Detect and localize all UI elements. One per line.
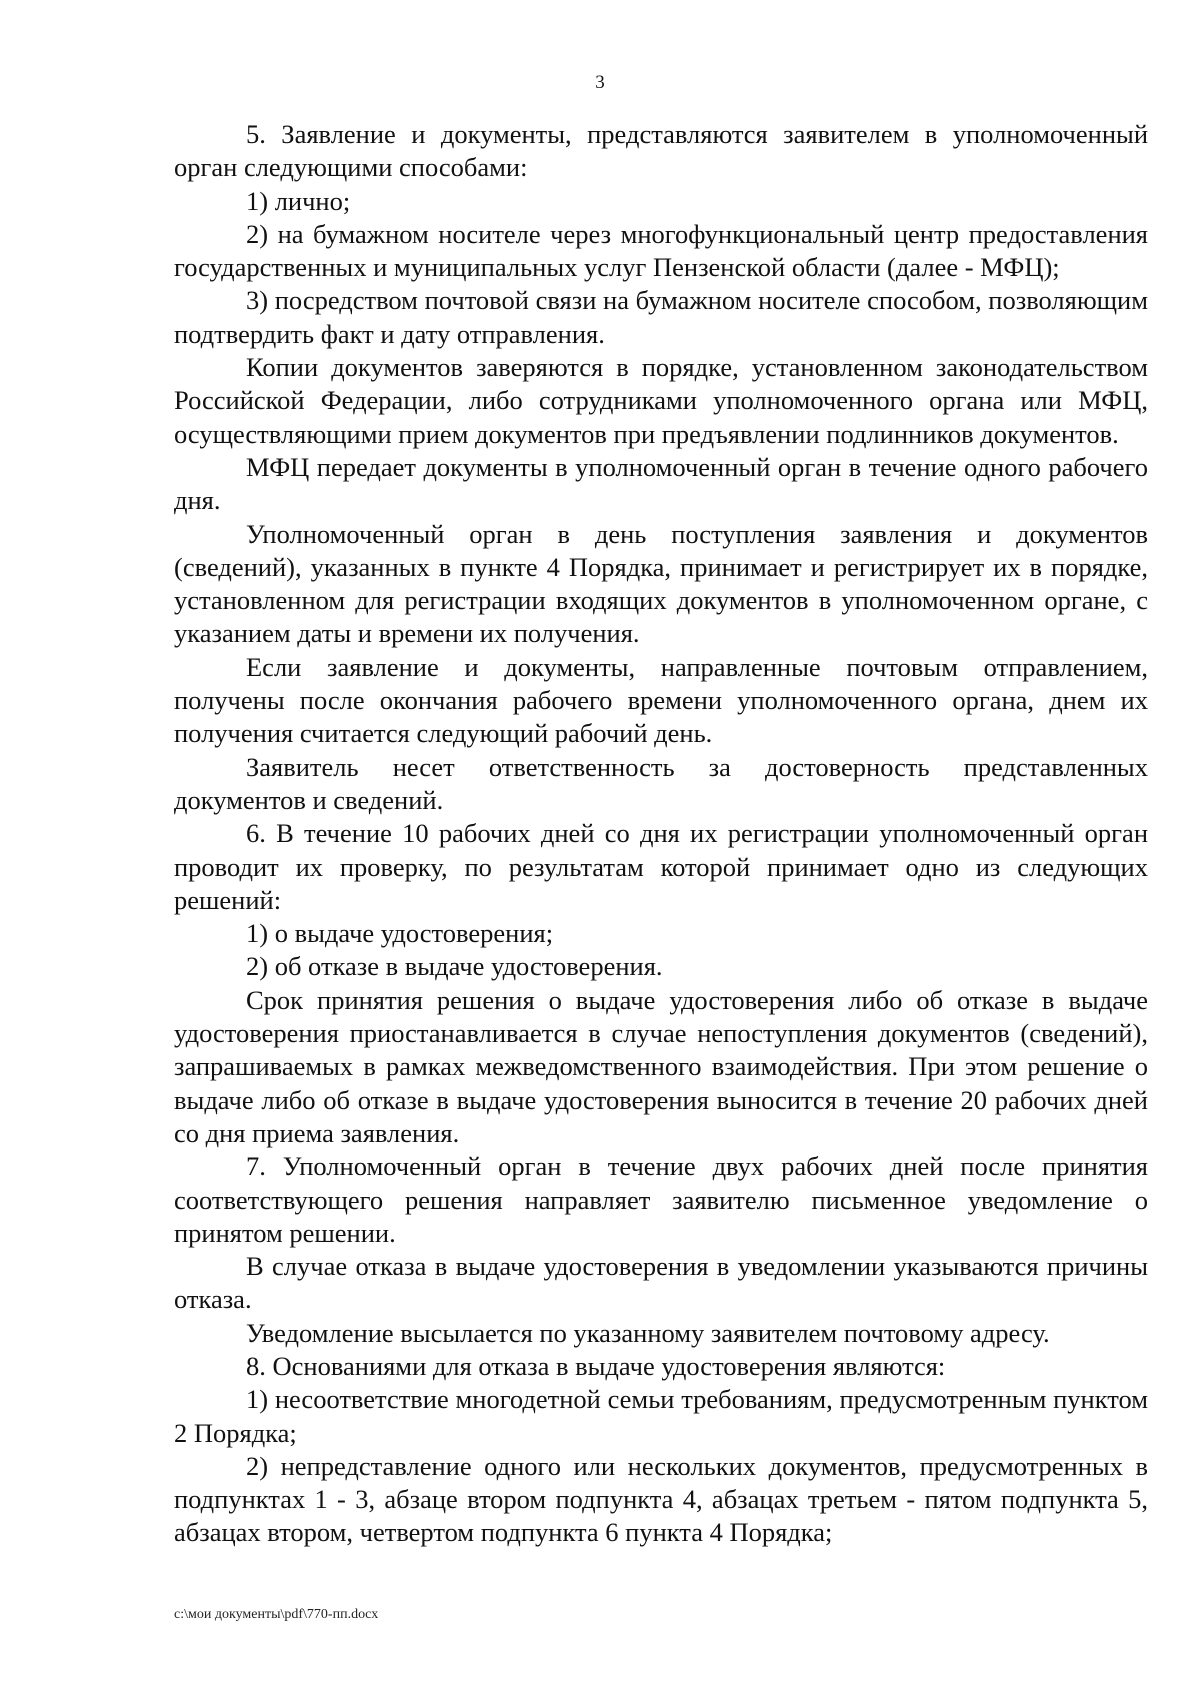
paragraph-registration: Уполномоченный орган в день поступления заявления и документов (сведений), указанных в пункте 4 Порядка, принимает и регистрирует их в порядке, установленном для регистрации входящих документов в уполномоченном органе, с указанием даты и времени их получения. [174,518,1148,649]
paragraph-item-7: 7. Уполномоченный орган в течение двух рабочих дней после принятия соответствующего решения направляет заявителю письменное уведомление о принятом решении. [174,1151,1148,1248]
paragraph-copies: Копии документов заверяются в порядке, установленном законодательством Российской Федерации, либо сотрудниками уполномоченного органа или МФЦ, осуществляющими прием документов при предъявлении подлинников документов. [174,352,1148,449]
paragraph-subitem-5-2: 2) на бумажном носителе через многофункциональный центр предоставления государственных и муниципальных услуг Пензенской области (далее - МФЦ); [174,218,1148,283]
paragraph-item-8: 8. Основаниями для отказа в выдаче удостоверения являются: [246,1350,946,1381]
paragraph-decision-term: Срок принятия решения о выдаче удостоверения либо об отказе в выдаче удостоверения приостанавливается в случае непоступления документов (сведений), запрашиваемых в рамках межведомственного взаимодействия. При этом решение о выдаче либо об отказе в выдаче удостоверения выносится в течение 20 рабочих дней со дня приема заявления. [174,984,1148,1148]
paragraph-item-5: 5. Заявление и документы, представляются заявителем в уполномоченный орган следующими способами: [174,119,1148,183]
paragraph-subitem-8-2: 2) непредставление одного или нескольких документов, предусмотренных в подпунктах 1 - 3, абзаце втором подпункта 4, абзацах третьем - пятом подпункта 5, абзацах втором, четвертом подпункта 6 пункта 4 Порядка; [174,1450,1148,1548]
paragraph-postal-receipt: Если заявление и документы, направленные почтовым отправлением, получены после окончания рабочего времени уполномоченного органа, днем их получения считается следующий рабочий день. [174,651,1148,749]
paragraph-responsibility: Заявитель несет ответственность за достоверность представленных документов и сведений. [174,751,1148,815]
paragraph-mfc-transfer: МФЦ передает документы в уполномоченный орган в течение одного рабочего дня. [174,451,1148,516]
paragraph-subitem-6-2: 2) об отказе в выдаче удостоверения. [246,951,663,982]
page-number: 3 [595,72,605,93]
paragraph-subitem-6-1: 1) о выдаче удостоверения; [246,918,554,949]
paragraph-subitem-8-1: 1) несоответствие многодетной семьи требованиям, предусмотренным пунктом 2 Порядка; [174,1384,1148,1448]
paragraph-subitem-5-1: 1) лично; [246,185,351,216]
paragraph-refusal-reasons: В случае отказа в выдаче удостоверения в уведомлении указываются причины отказа. [174,1251,1148,1315]
paragraph-subitem-5-3: 3) посредством почтовой связи на бумажном носителе способом, позволяющим подтвердить факт и дату отправления. [174,285,1148,349]
document-body [174,118,1148,1550]
footer-file-path: c:\мои документы\pdf\770-пп.docx [174,1607,379,1622]
paragraph-notification: Уведомление высылается по указанному заявителем почтовому адресу. [246,1317,1050,1348]
paragraph-item-6: 6. В течение 10 рабочих дней со дня их регистрации уполномоченный орган проводит их проверку, по результатам которой принимает одно из следующих решений: [174,818,1148,915]
